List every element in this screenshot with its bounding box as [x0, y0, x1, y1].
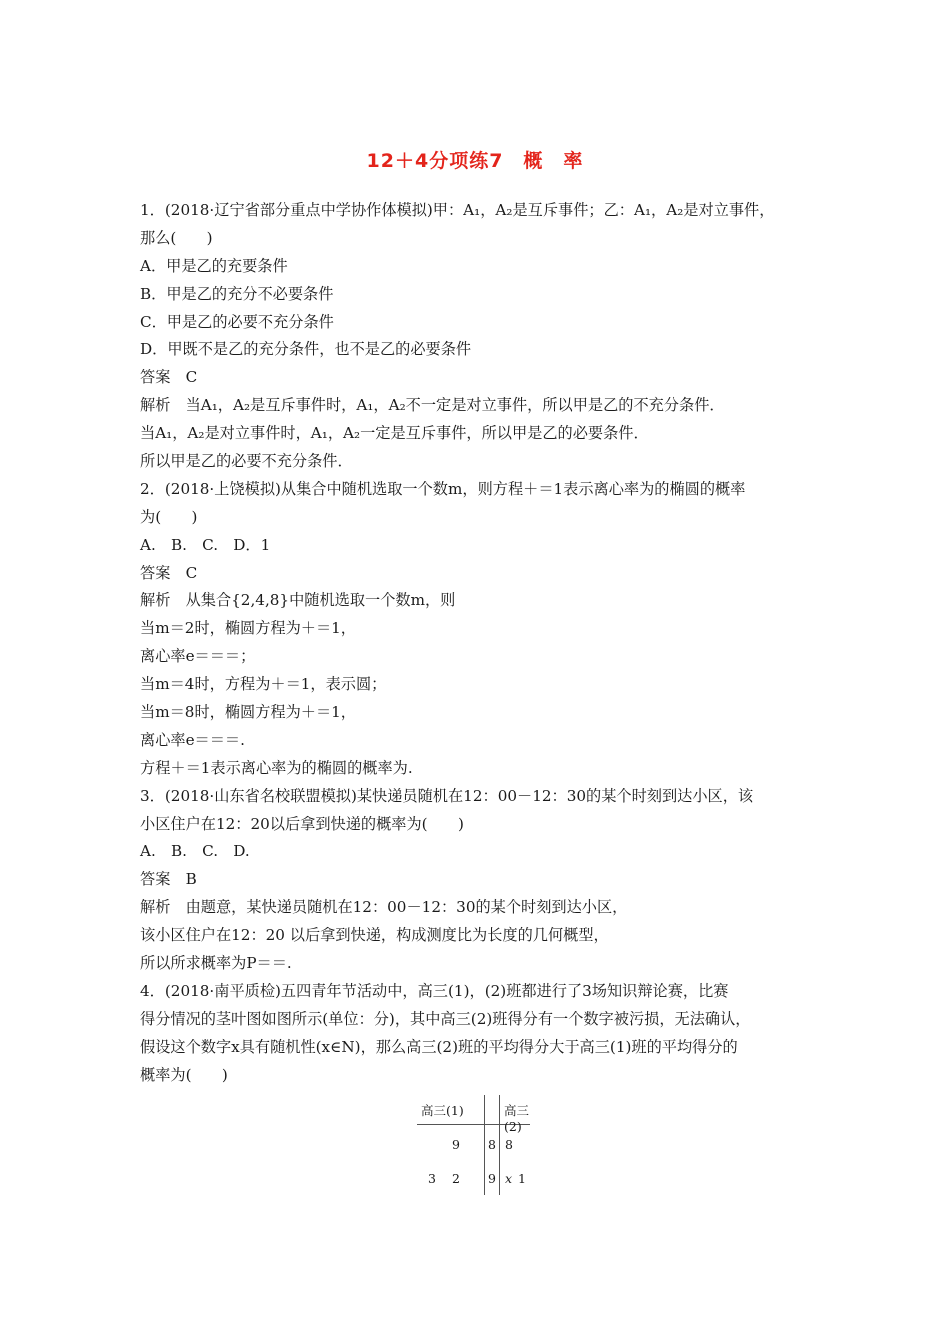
text-line: 当m＝8时，椭圆方程为＋＝1，: [140, 703, 356, 722]
row1-left-leaf: 9: [452, 1137, 460, 1152]
text-line: B．甲是乙的充分不必要条件: [140, 284, 334, 303]
text-line: 所以甲是乙的必要不充分条件．: [140, 452, 353, 471]
row1-right-leaf: 8: [505, 1137, 513, 1152]
document-body: [140, 197, 820, 1090]
text-line: 当m＝2时，椭圆方程为＋＝1，: [140, 619, 356, 638]
stem-divider-right: [499, 1095, 500, 1195]
row2-left-leaf-a: 3: [428, 1171, 436, 1186]
page-title: 12＋4分项练7 概 率: [366, 150, 584, 172]
text-line: 答案 C: [140, 368, 198, 387]
right-class-header: 高三(2): [504, 1103, 530, 1134]
row1-stem: 8: [488, 1137, 496, 1152]
text-line: 为( ): [140, 507, 198, 526]
text-line: 4．(2018·南平质检)五四青年节活动中，高三(1)，(2)班都进行了3场知识辩论赛，比赛: [140, 981, 729, 1000]
stem-leaf-plot: [417, 1095, 530, 1195]
stem-divider-left: [484, 1095, 485, 1195]
text-line: 解析 当A₁，A₂是互斥事件时，A₁，A₂不一定是对立事件，所以甲是乙的不充分条件．: [140, 396, 725, 415]
text-line: 那么( ): [140, 228, 213, 247]
text-line: 得分情况的茎叶图如图所示(单位：分)，其中高三(2)班得分有一个数字被污损，无法确认，: [140, 1009, 751, 1028]
text-line: 离心率e＝＝＝；: [140, 647, 256, 666]
text-line: 该小区住户在12：20 以后拿到快递，构成测度比为长度的几何概型，: [140, 926, 609, 945]
row2-right-leaf-x: x: [505, 1171, 513, 1186]
text-line: A. B. C. D.: [140, 842, 250, 861]
text-line: 小区住户在12：20以后拿到快递的概率为( ): [140, 814, 464, 833]
text-line: 答案 C: [140, 563, 198, 582]
text-line: 答案 B: [140, 870, 197, 889]
text-line: 1．(2018·辽宁省部分重点中学协作体模拟)甲：A₁，A₂是互斥事件；乙：A₁，A₂是对立事件，: [140, 201, 775, 219]
text-line: 当m＝4时，方程为＋＝1，表示圆；: [140, 675, 387, 694]
text-line: 解析 由题意，某快递员随机在12：00－12：30的某个时刻到达小区，: [140, 898, 628, 917]
row2-stem: 9: [488, 1171, 496, 1186]
left-class-header: 高三(1): [421, 1103, 464, 1118]
text-line: 概率为( ): [140, 1065, 228, 1084]
text-line: 解析 从集合{2,4,8}中随机选取一个数m，则: [140, 591, 456, 610]
row2-right-leaf-b: 1: [518, 1171, 526, 1186]
text-line: 假设这个数字x具有随机性(x∈N)，那么高三(2)班的平均得分大于高三(1)班的平均得分的: [140, 1037, 738, 1056]
text-line: 离心率e＝＝＝.: [140, 730, 245, 749]
text-line: 所以所求概率为P＝＝.: [140, 954, 292, 973]
text-line: 当A₁，A₂是对立事件时，A₁，A₂一定是互斥事件，所以甲是乙的必要条件．: [140, 424, 649, 443]
text-line: 方程＋＝1表示离心率为的椭圆的概率为.: [140, 758, 413, 777]
text-line: 2．(2018·上饶模拟)从集合中随机选取一个数m，则方程＋＝1表示离心率为的椭圆的概率: [140, 479, 746, 498]
text-line: A．甲是乙的充要条件: [140, 256, 288, 275]
text-line: A. B. C. D．1: [140, 535, 271, 554]
text-line: 3．(2018·山东省名校联盟模拟)某快递员随机在12：00－12：30的某个时刻到达小区，该: [140, 786, 754, 805]
text-line: D．甲既不是乙的充分条件，也不是乙的必要条件: [140, 340, 472, 359]
text-line: C．甲是乙的必要不充分条件: [140, 312, 334, 331]
row2-left-leaf-b: 2: [452, 1171, 460, 1186]
